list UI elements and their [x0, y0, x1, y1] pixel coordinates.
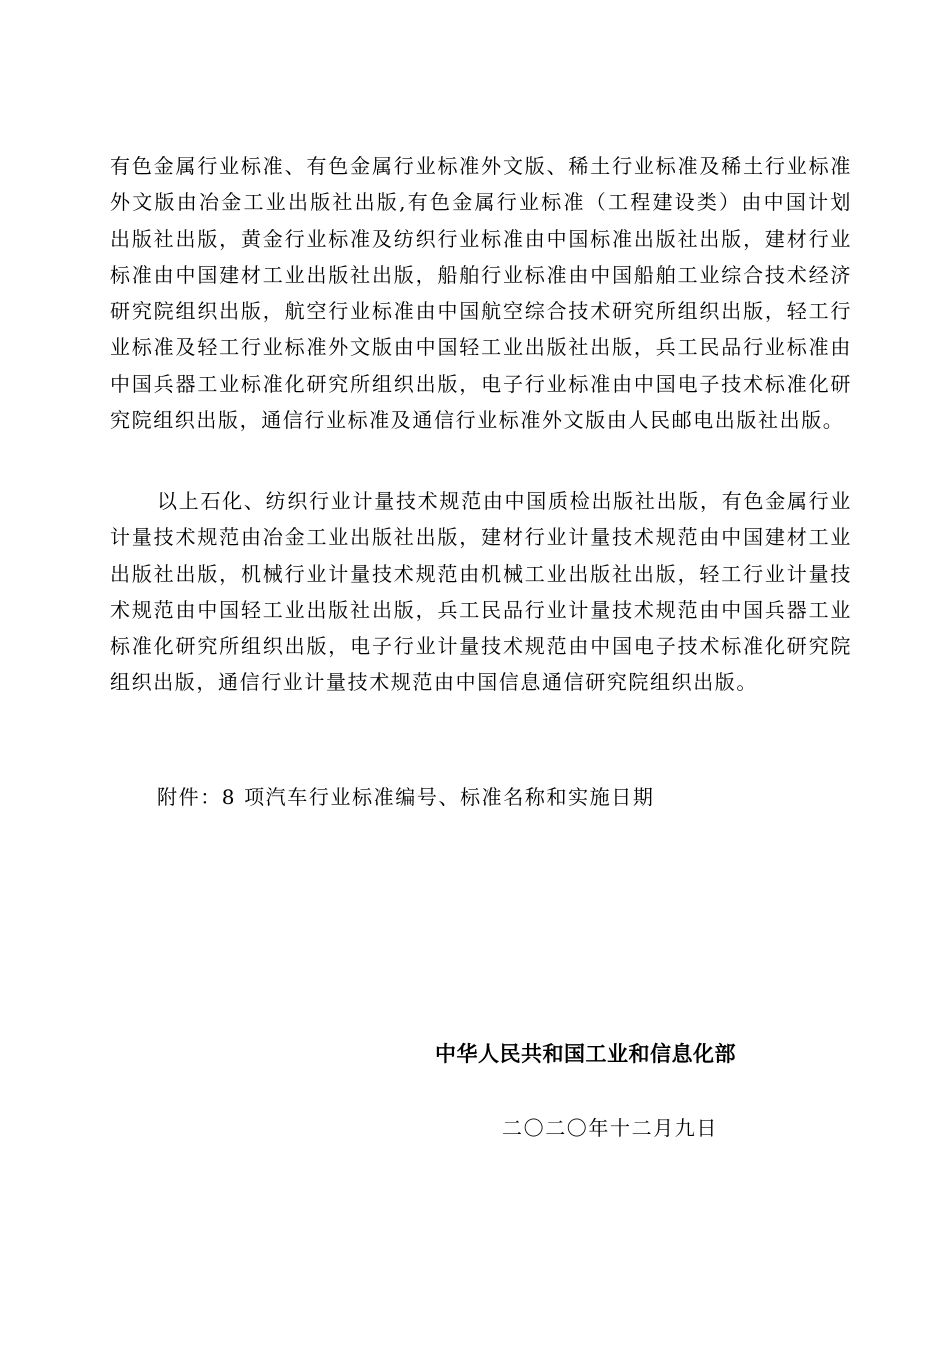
- paragraph-publishers-standards: 有色金属行业标准、有色金属行业标准外文版、稀土行业标准及稀土行业标准外文版由冶金工业出版社出版,有色金属行业标准（工程建设类）由中国计划出版社出版，黄金行业标准及纺织行业标准由中国标准出版社出版，建材行业标准由中国建材工业出版社出版，船舶行业标准由中国船舶工业综合技术经济研究院组织出版，航空行业标准由中国航空综合技术研究所组织出版，轻工行业标准及轻工行业标准外文版由中国轻工业出版社出版，兵工民品行业标准由中国兵器工业标准化研究所组织出版，电子行业标准由中国电子技术标准化研究院组织出版，通信行业标准及通信行业标准外文版由人民邮电出版社出版。: [110, 154, 852, 433]
- attachment-line: 附件：8 项汽车行业标准编号、标准名称和实施日期: [157, 785, 655, 809]
- issuing-authority-signature: 中华人民共和国工业和信息化部: [435, 1041, 736, 1066]
- paragraph-publishers-metrology: 以上石化、纺织行业计量技术规范由中国质检出版社出版，有色金属行业计量技术规范由冶金工业出版社出版，建材行业计量技术规范由中国建材工业出版社出版，机械行业计量技术规范由机械工业出版社出版，轻工行业计量技术规范由中国轻工业出版社出版，兵工民品行业计量技术规范由中国兵器工业标准化研究所组织出版，电子行业计量技术规范由中国电子技术标准化研究院组织出版，通信行业计量技术规范由中国信息通信研究院组织出版。: [110, 489, 852, 695]
- issue-date: 二〇二〇年十二月九日: [502, 1116, 718, 1140]
